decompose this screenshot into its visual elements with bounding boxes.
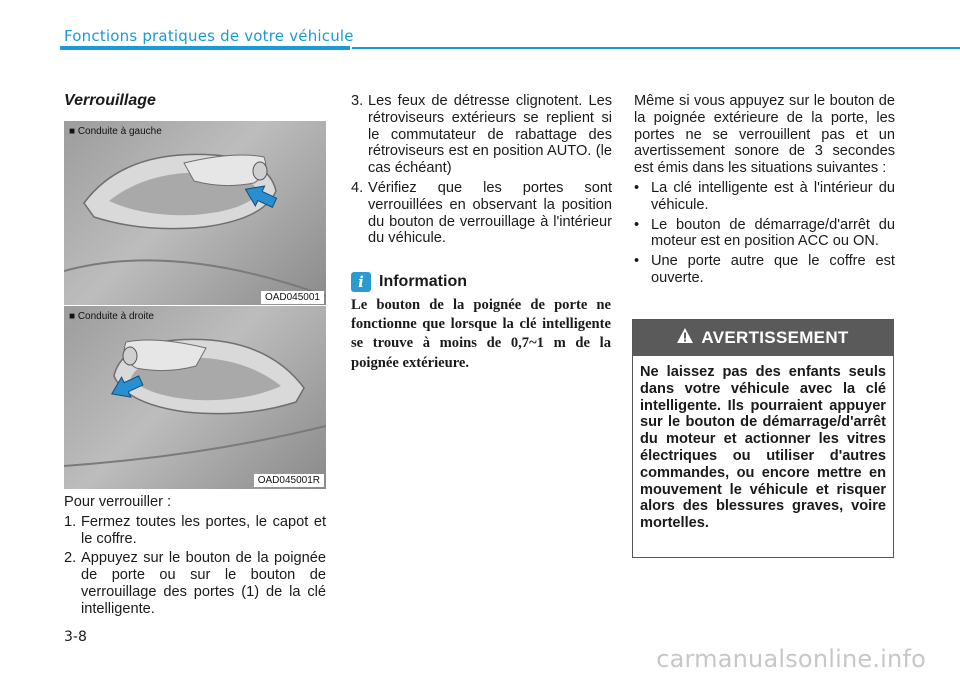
step-number: 1. [64, 513, 77, 530]
bullet-item [634, 180, 895, 214]
step-text: Appuyez sur le bouton de la poignée de porte ou sur le bouton de verrouillage des portes (1) de la clé intelligente. [81, 550, 326, 617]
step-item [351, 93, 612, 177]
bullet-item [634, 253, 895, 287]
bullet-dot-icon: • [634, 216, 640, 233]
bullet-item [634, 217, 895, 251]
chapter-title: Fonctions pratiques de votre véhicule [64, 27, 354, 45]
info-icon: i [351, 272, 371, 292]
column-1 [64, 494, 326, 618]
figure-left-hand-drive [64, 121, 326, 306]
header-rule-thin [352, 47, 960, 49]
bullet-text: Une porte autre que le coffre est ouverte. [651, 253, 895, 286]
intro-text: Même si vous appuyez sur le bouton de la poignée extérieure de la porte, les portes ne se verrouillent pas et un avertissement sonore de 3 secondes est émis dans les situations suivantes : [634, 93, 895, 177]
warning-header [633, 320, 893, 356]
information-text: Le bouton de la poignée de porte ne fonctionne que lorsque la clé intelligente se trouve à moins de 0,7~1 m de la poignée extérieure. [351, 297, 611, 371]
step-number: 4. [351, 179, 364, 196]
step-number: 3. [351, 93, 364, 109]
watermark: carmanualsonline.info [656, 645, 926, 673]
bullet-dot-icon: • [634, 253, 640, 270]
warning-text: Ne laissez pas des enfants seuls dans votre véhicule avec la clé intelligente. Ils pourraient appuyer sur le bouton de démarrage/d'arrêt du moteur et actionner les vitres électriques ou utiliser d'autres commandes, ou encore mettre en mouvement le véhicule et risquer alors des blessures graves, voire mortelles. [640, 364, 886, 532]
column-2 [351, 93, 612, 247]
information-heading [351, 271, 467, 293]
figure-right-hand-drive [64, 305, 326, 489]
bullet-dot-icon: • [634, 179, 640, 196]
bullet-text: La clé intelligente est à l'intérieur du véhicule. [651, 179, 895, 213]
step-item [351, 180, 612, 247]
information-title: Information [379, 273, 467, 290]
figure-code: OAD045001 [261, 291, 324, 304]
step-item [64, 514, 326, 548]
figure-caption: ■ Conduite à droite [69, 311, 154, 322]
section-title: Verrouillage [64, 92, 156, 109]
door-handle-illustration [64, 121, 326, 306]
intro-text: Pour verrouiller : [64, 494, 172, 510]
bullet-text: Le bouton de démarrage/d'arrêt du moteur est en position ACC ou ON. [651, 216, 895, 250]
column-3 [634, 93, 895, 287]
step-number: 2. [64, 550, 77, 567]
warning-box [632, 319, 894, 558]
warning-triangle-icon [677, 328, 693, 348]
warning-title: AVERTISSEMENT [701, 328, 849, 347]
step-text: Fermez toutes les portes, le capot et le coffre. [81, 513, 326, 547]
step-text: Les feux de détresse clignotent. Les rétroviseurs extérieurs se replient si le commutateur de rabattage des rétroviseurs est en position AUTO. (le cas échéant) [368, 93, 612, 177]
figure-code: OAD045001R [254, 474, 324, 487]
page-number: 3-8 [64, 629, 87, 645]
figure-caption: ■ Conduite à gauche [69, 126, 162, 137]
door-handle-illustration [64, 306, 326, 489]
header-rule-thick [60, 46, 350, 50]
step-text: Vérifiez que les portes sont verrouillées en observant la position du bouton de verrouillage à l'intérieur du véhicule. [368, 179, 612, 247]
step-item [64, 550, 326, 617]
